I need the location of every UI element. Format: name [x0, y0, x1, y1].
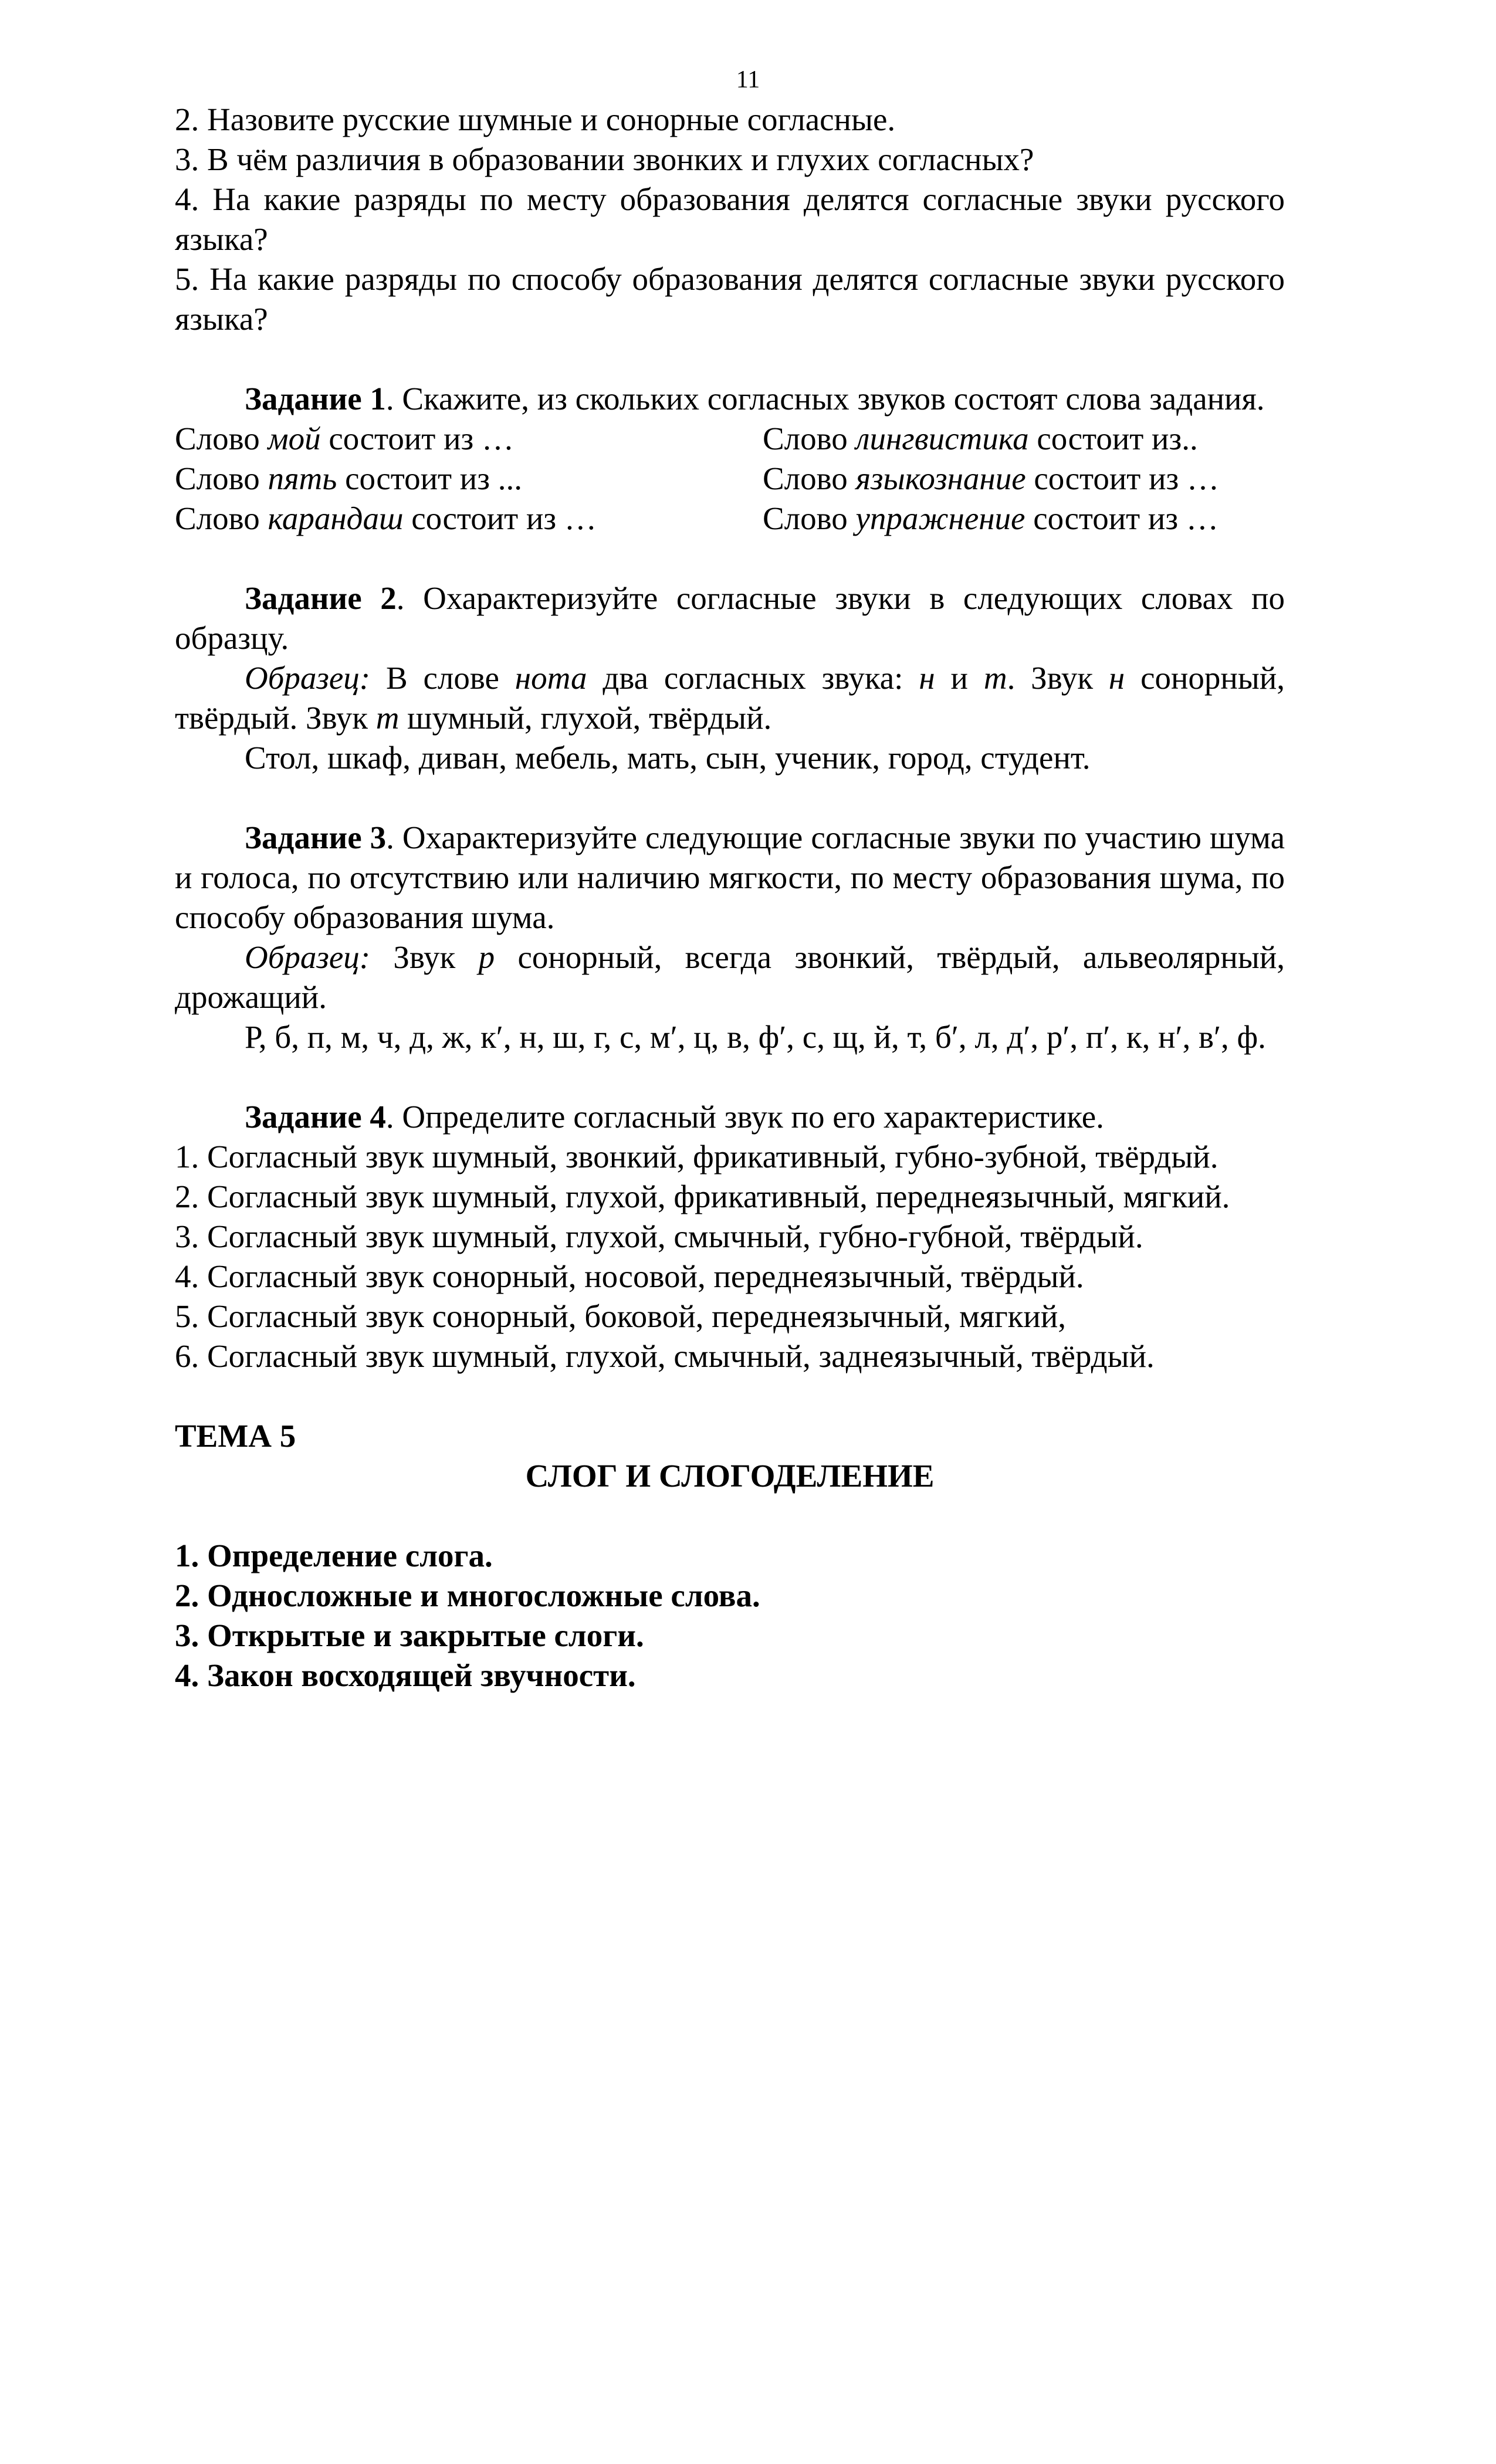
task3-sample [175, 937, 1285, 1017]
task4-text: . Определите согласный звук по его характеристике. [385, 1099, 1104, 1135]
task1-word-line [763, 419, 1285, 459]
task1-word-post: состоит из.. [1028, 421, 1198, 456]
task4-item: 4. Согласный звук сонорный, носовой, переднеязычный, твёрдый. [175, 1258, 1084, 1294]
question-item: 3. В чём различия в образовании звонких и глухих согласных? [175, 141, 1034, 177]
task2-words: Стол, шкаф, диван, мебель, мать, сын, ученик, город, студент. [245, 740, 1091, 776]
sample-text: Звук [370, 939, 479, 975]
theme-title: СЛОГ И СЛОГОДЕЛЕНИЕ [525, 1458, 935, 1494]
task1-word-pre: Слово [763, 500, 856, 536]
task4-label: Задание 4 [245, 1099, 386, 1135]
task4-item: 5. Согласный звук сонорный, боковой, переднеязычный, мягкий, [175, 1298, 1066, 1334]
task1-word: лингвистика [855, 421, 1029, 456]
task2-sample [175, 658, 1285, 738]
task3-sounds: Р, б, п, м, ч, д, ж, к′, н, ш, г, с, м′, ц, в, ф′, с, щ, й, т, б′, л, д′, р′, п′, к, н′, в′, ф. [245, 1019, 1266, 1055]
task1-word: мой [268, 421, 321, 456]
task1-word: упражнение [855, 500, 1025, 536]
spacer [175, 1057, 1285, 1097]
sample-italic: н [919, 660, 935, 696]
sample-text: сонорный, всегда звонкий, твёрдый, альвеолярный, дрожащий. [175, 939, 1285, 1015]
sample-text: и [935, 660, 984, 696]
task1-word-line [175, 499, 763, 539]
question-item: 5. На какие разряды по способу образования делятся согласные звуки русского языка? [175, 261, 1285, 337]
task2-label: Задание 2 [245, 580, 397, 616]
sample-text: . Звук [1007, 660, 1109, 696]
sample-italic: н [1108, 660, 1125, 696]
question-item: 4. На какие разряды по месту образования делятся согласные звуки русского языка? [175, 181, 1285, 257]
task1-instruction [175, 379, 1285, 419]
task1-word-post: состоит из ... [337, 461, 522, 496]
sample-text: сонорный, твёрдый. Звук [175, 660, 1285, 736]
task4-instruction [175, 1097, 1285, 1137]
task3-label: Задание 3 [245, 820, 387, 855]
spacer [175, 539, 1285, 578]
task2-instruction [175, 578, 1285, 658]
page-number: 11 [736, 66, 760, 93]
task2-text: . Охарактеризуйте согласные звуки в следующих словах по образцу. [175, 580, 1285, 656]
task1-word-post: состоит из … [403, 500, 597, 536]
task4-item: 1. Согласный звук шумный, звонкий, фрикативный, губно-зубной, твёрдый. [175, 1139, 1219, 1175]
theme-heading: ТЕМА 5 [175, 1418, 296, 1454]
task4-item: 2. Согласный звук шумный, глухой, фрикативный, переднеязычный, мягкий. [175, 1179, 1230, 1214]
theme-item: 1. Определение слога. [175, 1538, 493, 1573]
task1-word-pre: Слово [175, 500, 268, 536]
task1-label: Задание 1 [245, 381, 386, 417]
theme-item: 2. Односложные и многосложные слова. [175, 1578, 760, 1613]
spacer [175, 339, 1285, 379]
question-item: 2. Назовите русские шумные и сонорные согласные. [175, 101, 896, 137]
sample-text: шумный, глухой, твёрдый. [399, 700, 772, 736]
sample-label: Образец: [245, 939, 371, 975]
task1-word: языкознание [855, 461, 1026, 496]
task1-word-line [763, 459, 1285, 499]
task1-word-line [175, 459, 763, 499]
task1-word-post: состоит из … [320, 421, 514, 456]
task4-item: 6. Согласный звук шумный, глухой, смычный, заднеязычный, твёрдый. [175, 1338, 1155, 1374]
task1-word-pre: Слово [175, 461, 268, 496]
task1-words [175, 419, 1285, 539]
sample-text: два согласных звука: [587, 660, 919, 696]
task1-right-column [763, 419, 1285, 539]
task1-word-line [175, 419, 763, 459]
spacer [175, 1376, 1285, 1416]
task1-word: пять [268, 461, 337, 496]
sample-italic: т [983, 660, 1007, 696]
task3-text: . Охарактеризуйте следующие согласные звуки по участию шума и голоса, по отсутствию или наличию мягкости, по месту образования шума, по способу образования шума. [175, 820, 1285, 935]
task1-text: . Скажите, из скольких согласных звуков состоят слова задания. [385, 381, 1265, 417]
task3-instruction [175, 818, 1285, 937]
sample-label: Образец: [245, 660, 371, 696]
task1-word-pre: Слово [175, 421, 268, 456]
sample-italic: т [375, 700, 400, 736]
spacer [175, 778, 1285, 818]
task1-word-pre: Слово [763, 421, 856, 456]
task1-word-post: состоит из … [1025, 500, 1219, 536]
spacer [175, 1496, 1285, 1536]
task1-word-pre: Слово [763, 461, 856, 496]
theme-item: 3. Открытые и закрытые слоги. [175, 1617, 644, 1653]
sample-italic: нота [515, 660, 587, 696]
task4-item: 3. Согласный звук шумный, глухой, смычный, губно-губной, твёрдый. [175, 1219, 1143, 1254]
task1-word: карандаш [268, 500, 404, 536]
sample-italic: р [478, 939, 495, 975]
task1-word-line [763, 499, 1285, 539]
task1-word-post: состоит из … [1025, 461, 1219, 496]
sample-text: В слове [370, 660, 515, 696]
theme-item: 4. Закон восходящей звучности. [175, 1657, 636, 1693]
page-content [175, 100, 1285, 1695]
task1-left-column [175, 419, 763, 539]
